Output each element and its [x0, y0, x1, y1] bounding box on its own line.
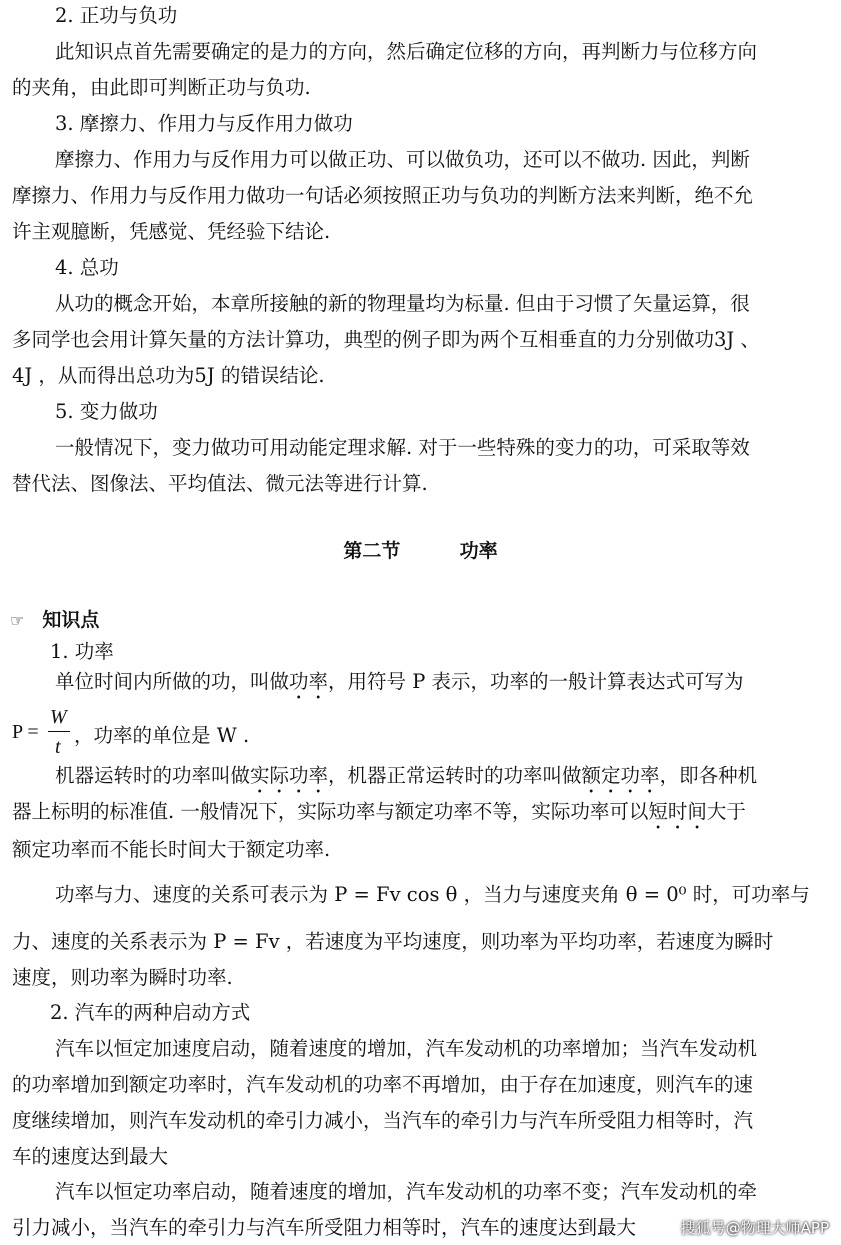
fraction-numerator: W [50, 706, 67, 728]
section-name: 功率 [459, 540, 498, 562]
emphasis-term: 短时间 [648, 800, 707, 823]
paragraph-line: 此知识点首先需要确定的是力的方向，然后确定位移的方向，再判断力与位移方向 [55, 40, 758, 63]
paragraph-line: 度继续增加，则汽车发动机的牵引力减小，当汽车的牵引力与汽车所受阻力相等时，汽 [12, 1109, 754, 1132]
emphasis-term: 额定功率 [581, 764, 660, 787]
fraction-bar [48, 731, 70, 732]
watermark: 搜狐号@物理大师APP [680, 1219, 829, 1237]
heading-positive-negative-work: 2. 正功与负功 [55, 4, 178, 27]
paragraph-line: 汽车以恒定加速度启动，随着速度的增加，汽车发动机的功率增加；当汽车发动机 [55, 1037, 758, 1060]
paragraph-line: 4J ，从而得出总功为5J 的错误结论. [12, 364, 325, 387]
paragraph-line: 摩擦力、作用力与反作用力做功一句话必须按照正功与负功的判断方法来判断，绝不允 [12, 184, 754, 207]
emphasis-term: 功率 [289, 670, 329, 693]
paragraph-line: 的功率增加到额定功率时，汽车发动机的功率不再增加，由于存在加速度，则汽车的速 [12, 1073, 754, 1096]
pointing-hand-icon: ☞ [10, 611, 25, 630]
paragraph-line: 额定功率而不能长时间大于额定功率. [12, 838, 331, 861]
knowledge-points-label: 知识点 [42, 609, 100, 631]
heading-variable-force-work: 5. 变力做功 [55, 400, 158, 423]
paragraph-line: 车的速度达到最大 [12, 1145, 169, 1168]
paragraph-line: 器上标明的标准值. 一般情况下，实际功率与额定功率不等，实际功率可以短时间大于 [12, 800, 746, 823]
paragraph-line: 引力减小，当汽车的牵引力与汽车所受阻力相等时，汽车的速度达到最大 [12, 1216, 637, 1239]
heading-car-startup: 2. 汽车的两种启动方式 [50, 1001, 251, 1024]
paragraph-line: 从功的概念开始，本章所接触的新的物理量均为标量. 但由于习惯了矢量运算，很 [55, 292, 750, 315]
heading-total-work: 4. 总功 [55, 256, 119, 279]
paragraph-line: 速度，则功率为瞬时功率. [12, 966, 233, 989]
heading-power: 1. 功率 [50, 640, 114, 663]
paragraph-line: 机器运转时的功率叫做实际功率，机器正常运转时的功率叫做额定功率，即各种机 [55, 764, 758, 787]
paragraph-line: 替代法、图像法、平均值法、微元法等进行计算. [12, 472, 428, 495]
paragraph-line: 许主观臆断，凭感觉、凭经验下结论. [12, 220, 331, 243]
paragraph-line: 汽车以恒定功率启动，随着速度的增加，汽车发动机的功率不变；汽车发动机的牵 [55, 1180, 758, 1203]
knowledge-points-heading [10, 605, 99, 632]
section-title [0, 536, 841, 563]
paragraph-line: 摩擦力、作用力与反作用力可以做正功、可以做负功，还可以不做功. 因此，判断 [55, 148, 750, 171]
paragraph-line: 力、速度的关系表示为 P = Fv ，若速度为平均速度，则功率为平均功率，若速度为瞬时 [12, 930, 774, 953]
paragraph-line: 一般情况下，变力做功可用动能定理求解. 对于一些特殊的变力的功，可采取等效 [55, 436, 750, 459]
emphasis-term: 实际功率 [250, 764, 329, 787]
paragraph-line: 功率与力、速度的关系可表示为 P = Fv cos θ ，当力与速度夹角 θ = 0⁰ 时，可功率与 [55, 883, 810, 906]
paragraph-line: 单位时间内所做的功，叫做功率，用符号 P 表示，功率的一般计算表达式可写为 [55, 670, 744, 693]
heading-friction-work: 3. 摩擦力、作用力与反作用力做功 [55, 112, 353, 135]
section-number: 第二节 [343, 540, 401, 562]
fraction-denominator: t [55, 736, 61, 758]
document-page: 2. 正功与负功 此知识点首先需要确定的是力的方向，然后确定位移的方向，再判断力与位移方向 的夹角，由此即可判断正功与负功. 3. 摩擦力、作用力与反作用力做功 摩擦力、作用力与反作用力可以做正功、可以做负功，还可以不做功. 因此，判断 摩擦力、作用力与反作用力做功一句话必须按照正功与负功的判断方法来判断，绝不允 许主观臆断，凭感觉、凭经验下结论. 4. 总功 从功的概念开始，本章所接触的新的物理量均为标量. 但由于习惯了矢量运算，很 多同学也会用计算矢量的方法计算功，典型的例子即为两个互相垂直的力分别做功3J 、 4J ，从而得出总功为5J 的错误结论. 5. 变力做功 一般情况下，变力做功可用动能定理求解. 对于一些特殊的变力的功，可采取等效 替代法、图像法、平均值法、微元法等进行计算. 第二节 功率 ☞ 知识点 1. 功率 单位时间内所做的功，叫做功率，用符号 P 表示，功率的一般计算表达式可写为 P = W t ，功率的单位是 W . 机器运转时的功率叫做实际功率，机器正常运转时的功率叫做额定功率，即各种机 器上标明的标准值. 一般情况下，实际功率与额定功率不等，实际功率可以短时间大于 额定功率而不能长时间大于额定功率. 功率与力、速度的关系可表示为 P = Fv cos θ ，当力与速度夹角 θ = 0⁰ 时，可功率与 力、速度的关系表示为 P = Fv ，若速度为平均速度，则功率为平均功率，若速度为瞬时 速度，则功率为瞬时功率. 2. 汽车的两种启动方式 汽车以恒定加速度启动，随着速度的增加，汽车发动机的功率增加；当汽车发动机 的功率增加到额定功率时，汽车发动机的功率不再增加，由于存在加速度，则汽车的速 度继续增加，则汽车发动机的牵引力减小，当汽车的牵引力与汽车所受阻力相等时，汽 车的速度达到最大 汽车以恒定功率启动，随着速度的增加，汽车发动机的功率不变；汽车发动机的牵 引力减小，当汽车的牵引力与汽车所受阻力相等时，汽车的速度达到最大 搜狐号@物理大师APP [0, 0, 841, 1245]
paragraph-line: 多同学也会用计算矢量的方法计算功，典型的例子即为两个互相垂直的力分别做功3J 、 [12, 328, 760, 351]
paragraph-line: 的夹角，由此即可判断正功与负功. [12, 76, 311, 99]
